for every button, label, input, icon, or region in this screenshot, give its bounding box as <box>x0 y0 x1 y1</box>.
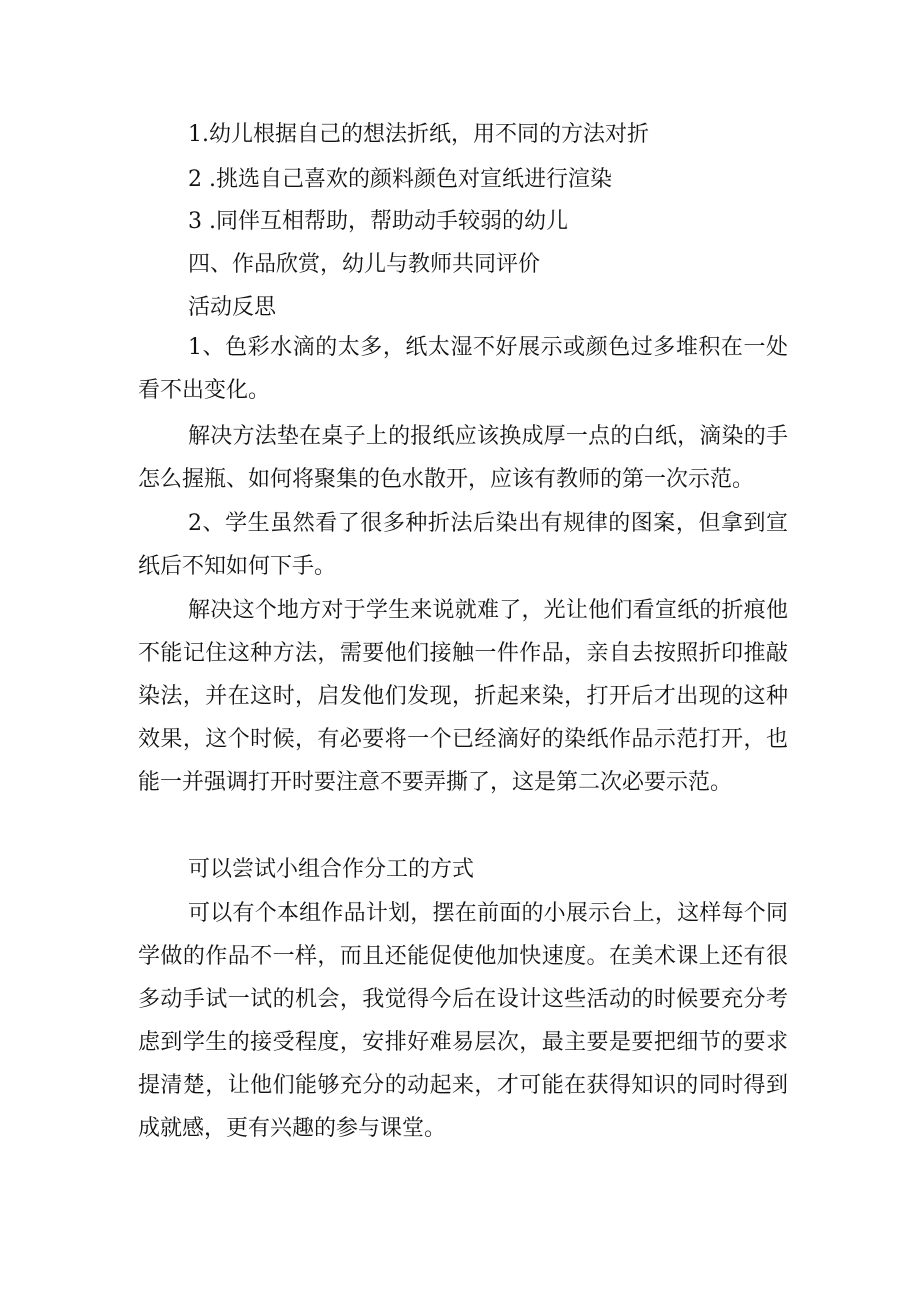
step-2: 2 .挑选自己喜欢的颜料颜色对宣纸进行渲染 <box>188 167 612 192</box>
paragraph-solution-1: 解决方法垫在桌子上的报纸应该换成厚一点的白纸，滴染的手怎么握瓶、如何将聚集的色水散开，应该有教师的第一次示范。 <box>138 424 788 492</box>
reflection-heading: 活动反思 <box>188 295 277 320</box>
paragraph-group-work: 可以尝试小组合作分工的方式 <box>188 857 475 882</box>
paragraph-solution-2: 解决这个地方对于学生来说就难了，光让他们看宣纸的折痕他不能记住这种方法，需要他们接触一件作品，亲自去按照折印推敲染法，并在这时，启发他们发现，折起来染，打开后才出现的这种效果，这个时候，有必要将一个已经滴好的染纸作品示范打开，也能一并强调打开时要注意不要弄撕了，这是第二次必要示范。 <box>138 598 788 795</box>
paragraph-reflection-1: 1、色彩水滴的太多，纸太湿不好展示或颜色过多堆积在一处看不出变化。 <box>138 335 788 403</box>
section-four-heading: 四、作品欣赏，幼儿与教师共同评价 <box>188 252 541 277</box>
step-1: 1.幼儿根据自己的想法折纸，用不同的方法对折 <box>188 122 649 147</box>
step-3: 3 .同伴互相帮助，帮助动手较弱的幼儿 <box>188 209 568 234</box>
paragraph-reflection-2: 2、学生虽然看了很多种折法后染出有规律的图案，但拿到宣纸后不知如何下手。 <box>138 511 788 579</box>
paragraph-conclusion: 可以有个本组作品计划，摆在前面的小展示台上，这样每个同学做的作品不一样，而且还能促使他加快速度。在美术课上还有很多动手试一试的机会，我觉得今后在设计这些活动的时候要充分考虑到学生的接受程度，安排好难易层次，最主要是要把细节的要求提清楚，让他们能够充分的动起来，才可能在获得知识的同时得到成就感，更有兴趣的参与课堂。 <box>138 901 788 1141</box>
